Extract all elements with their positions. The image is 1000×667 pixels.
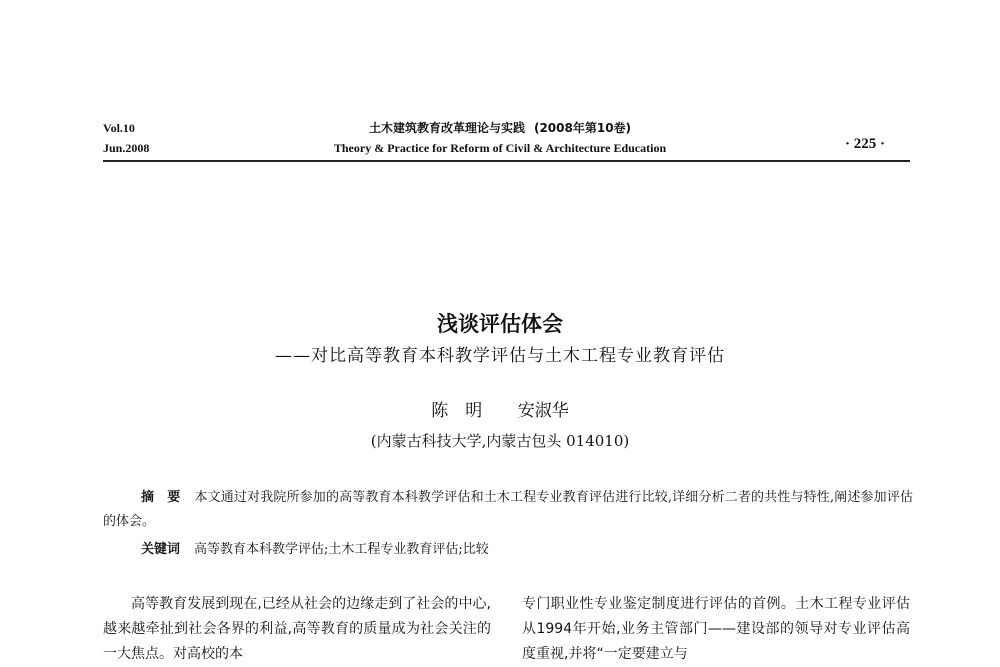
body-column-right: 专门职业性专业鉴定制度进行评估的首例。土木工程专业评估从1994年开始,业务主管部门——建设部的领导对专业评估高度重视,并将“一定要建立与: [522, 596, 910, 662]
body-column-left: 高等教育发展到现在,已经从社会的边缘走到了社会的中心,越来越牵扯到社会各界的利益,高等教育的质量成为社会关注的一大焦点。对高校的本: [103, 596, 491, 662]
article-subtitle: ——对比高等教育本科教学评估与土木工程专业教育评估: [275, 346, 725, 366]
keywords-text: 高等教育本科教学评估;土木工程专业教育评估;比较: [194, 542, 489, 557]
author-list: [0, 396, 1000, 421]
abstract: [103, 486, 913, 534]
volume-label: Vol.10: [103, 121, 135, 135]
journal-title-cn: 土木建筑教育改革理论与实践: [368, 121, 525, 135]
author-2: 安淑华: [517, 401, 569, 421]
volume-info: [103, 118, 149, 158]
affiliation: (内蒙古科技大学,内蒙古包头 014010): [370, 432, 630, 450]
abstract-label: 摘 要: [141, 490, 181, 505]
keywords-label: 关键词: [141, 542, 181, 557]
article-title: 浅谈评估体会: [437, 312, 563, 336]
keywords: [141, 538, 489, 562]
header-rule: [103, 160, 910, 162]
journal-title-block: [250, 118, 750, 158]
issue-date: Jun.2008: [103, 141, 150, 155]
page-number: · 225 ·: [844, 136, 885, 152]
author-1: 陈 明: [431, 401, 483, 421]
journal-volume-cn: (2008年第10卷): [533, 121, 632, 135]
abstract-text: 本文通过对我院所参加的高等教育本科教学评估和土木工程专业教育评估进行比较,详细分析二者的共性与特性,阐述参加评估的体会。: [103, 490, 913, 529]
journal-title-en: Theory & Practice for Reform of Civil & Architecture Education: [333, 141, 667, 155]
